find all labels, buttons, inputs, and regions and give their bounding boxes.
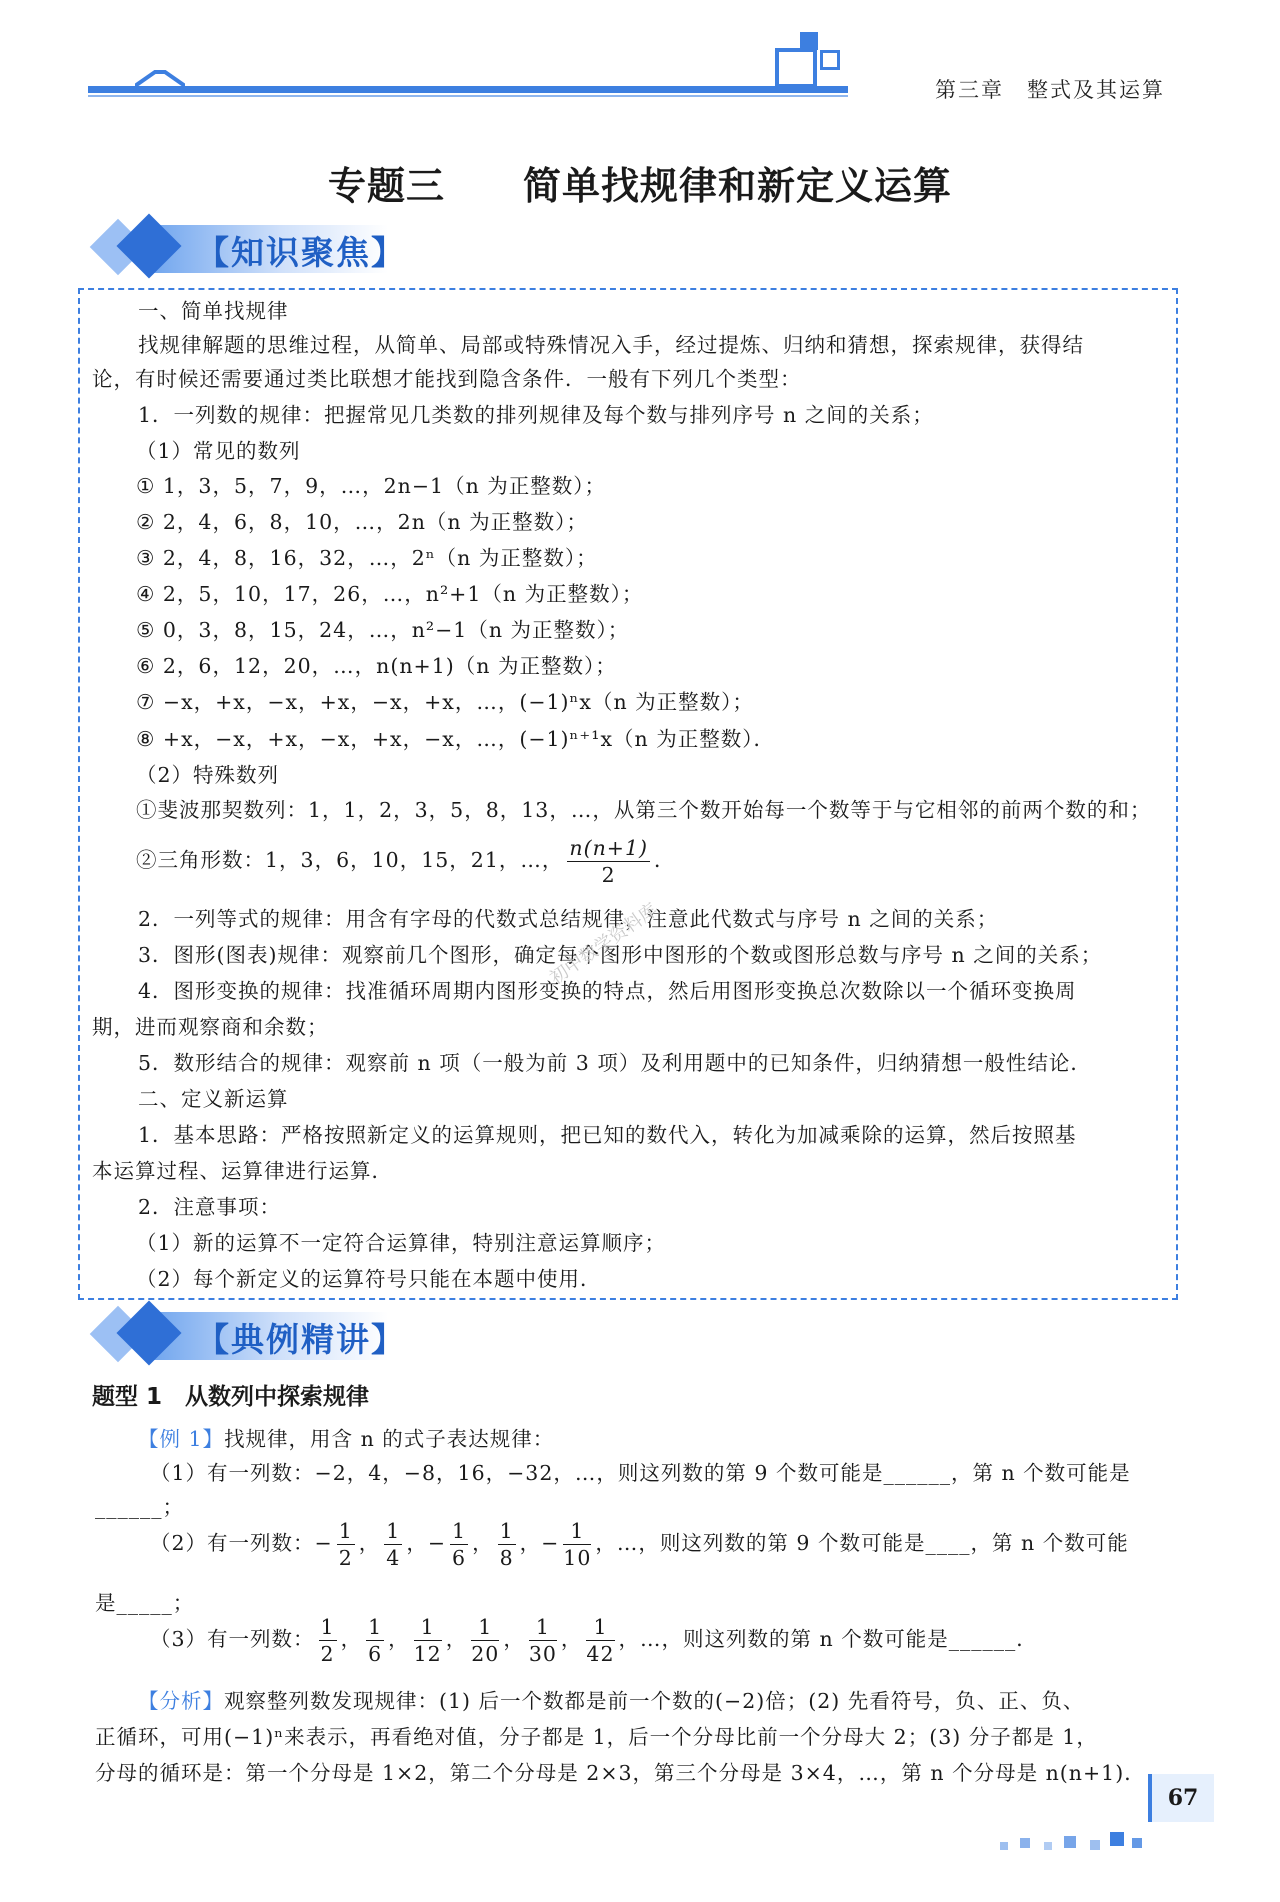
question-1-cont: ______； [95,1495,184,1519]
watermark: 初中数学资料库 [546,899,662,989]
analysis-line: 分母的循环是：第一个分母是 1×2，第二个分母是 2×3，第三个分母是 3×4，…，第 n 个分母是 n(n+1)． [95,1761,1146,1785]
separator: ， [445,1627,468,1651]
fraction-numerator: 1 [338,1519,353,1543]
analysis-line: 正循环，可用(−1)ⁿ来表示，再看绝对值，分子都是 1，后一个分母比前一个分母大 2；(3) 分子都是 1， [95,1725,1098,1749]
analysis-tag: 【分析】 [138,1689,224,1713]
section-banner-knowledge [88,215,408,279]
separator: ， [358,1531,381,1555]
triangle-numbers [136,835,676,888]
section-title: 【典例精讲】 [196,1320,406,1359]
text: ，…，则这列数的第 n 个数可能是______． [618,1627,1038,1651]
paragraph: （1）新的运算不一定符合运算律，特别注意运算顺序； [136,1231,667,1255]
paragraph: 期，进而观察商和余数； [92,1015,329,1039]
text: ． [654,848,676,872]
subheading: （1）常见的数列 [136,439,301,463]
fraction [471,1614,499,1667]
fraction-numerator: 1 [386,1519,401,1543]
separator: ， [519,1531,542,1555]
header-square-icon [775,48,817,88]
analysis-text: 观察整列数发现规律：(1) 后一个数都是前一个数的(−2)倍；(2) 先看符号，负、正、负、 [224,1689,1085,1713]
fraction-sign: − [427,1531,447,1555]
separator: ， [560,1627,583,1651]
fraction-numerator: 1 [368,1615,383,1639]
fraction [567,835,650,888]
separator: ， [340,1627,363,1651]
heading: 一、简单找规律 [138,299,289,323]
header-square-icon [800,32,818,50]
fraction-denominator: 12 [413,1642,442,1666]
example-text: 找规律，用含 n 的式子表达规律： [224,1427,555,1451]
example-tag: 【例 1】 [138,1427,225,1451]
text: （2）有一列数： [150,1531,315,1555]
separator: ， [503,1627,525,1651]
heading: 二、定义新运算 [138,1087,289,1111]
page-number: 67 [1148,1774,1214,1822]
paragraph: 5．数形结合的规律：观察前 n 项（一般为前 3 项）及利用题中的已知条件，归纳猜想一般性结论． [138,1051,1092,1075]
decorative-dots [1000,1828,1160,1858]
paragraph: 1．基本思路：严格按照新定义的运算规则，把已知的数代入，转化为加减乘除的运算，然后按照基 [138,1123,1077,1147]
fraction [414,1614,442,1667]
fraction-list [314,1519,596,1570]
sequence-item: ① 1，3，5，7，9，…，2n−1（n 为正整数）； [136,474,607,498]
fraction-numerator: 1 [452,1519,467,1543]
knowledge-box [78,288,1178,1300]
header-bump-decoration [135,70,185,88]
fraction-denominator: 6 [368,1642,383,1666]
question-2-cont: 是_____； [95,1591,195,1615]
fraction [450,1518,468,1571]
fraction-list [315,1615,619,1666]
fraction [337,1518,355,1571]
paragraph: 2．一列等式的规律：用含有字母的代数式总结规律，注意此代数式与序号 n 之间的关系； [138,907,999,931]
subheading: （2）特殊数列 [136,763,280,787]
fraction [498,1518,516,1571]
fraction-numerator: 1 [529,1614,557,1641]
text: ②三角形数：1，3，6，10，15，21，…， [136,848,564,872]
sequence-item: ④ 2，5，10，17，26，…，n²+1（n 为正整数）； [136,582,644,606]
fraction-denominator: 20 [471,1642,500,1666]
fraction-denominator: 6 [452,1546,467,1570]
fraction-numerator: 1 [499,1519,514,1543]
header-rule [88,86,848,93]
separator: ， [388,1627,410,1651]
section-banner-examples [88,1302,408,1366]
fraction-numerator: 1 [586,1614,614,1641]
question-1: （1）有一列数：−2，4，−8，16，−32，…，则这列数的第 9 个数可能是______，第 n 个数可能是 [150,1461,1131,1485]
fraction-denominator: 2 [320,1642,335,1666]
paragraph: 4．图形变换的规律：找准循环周期内图形变换的特点，然后用图形变换总次数除以一个循环变换周 [138,979,1077,1003]
paragraph: 2．注意事项： [138,1195,282,1219]
fraction-numerator: n(n+1) [569,836,649,860]
question-2 [150,1518,1129,1571]
separator: ， [472,1531,494,1555]
fraction [529,1614,557,1667]
paragraph: 论，有时候还需要通过类比联想才能找到隐含条件．一般有下列几个类型： [92,367,802,391]
fraction-denominator: 4 [386,1546,401,1570]
fraction-denominator: 2 [601,863,616,887]
example-header [138,1422,554,1452]
paragraph: 找规律解题的思维过程，从简单、局部或特殊情况入手，经过提炼、归纳和猜想，探索规律，获得结 [138,333,1084,357]
chapter-title: 第三章 整式及其运算 [935,78,1165,102]
analysis-line [138,1684,1084,1714]
fraction-denominator: 8 [499,1546,514,1570]
fraction-denominator: 30 [528,1642,557,1666]
text: （3）有一列数： [150,1627,315,1651]
question-3 [150,1614,1038,1667]
sequence-item: ⑤ 0，3，8，15，24，…，n²−1（n 为正整数）； [136,618,630,642]
fraction-denominator: 2 [338,1546,353,1570]
fraction [319,1614,337,1667]
sequence-item: ⑥ 2，6，12，20，…，n(n+1)（n 为正整数）； [136,654,617,678]
fraction-sign: − [541,1531,560,1555]
paragraph: ①斐波那契数列：1，1，2，3，5，8，13，…，从第三个数开始每一个数等于与它相邻的前两个数的和； [136,798,1152,822]
paragraph: 1．一列数的规律：把握常见几类数的排列规律及每个数与排列序号 n 之间的关系； [138,403,934,427]
header-square-icon [820,50,840,70]
fraction [384,1518,402,1571]
fraction-denominator: 42 [586,1642,615,1666]
fraction [586,1614,614,1667]
fraction [563,1518,591,1571]
fraction-numerator: 1 [414,1614,442,1641]
sequence-item: ② 2，4，6，8，10，…，2n（n 为正整数）； [136,510,588,534]
header-rule-thin [88,95,848,97]
fraction-sign: − [314,1531,333,1555]
paragraph: （2）每个新定义的运算符号只能在本题中使用． [136,1267,602,1291]
separator: ， [406,1531,428,1555]
sequence-item: ③ 2，4，8，16，32，…，2ⁿ（n 为正整数）； [136,546,598,570]
fraction-numerator: 1 [563,1518,591,1545]
fraction-numerator: 1 [471,1614,499,1641]
paragraph: 本运算过程、运算律进行运算． [92,1159,393,1183]
fraction-denominator: 10 [563,1546,592,1570]
paragraph: 3．图形(图表)规律：观察前几个图形，确定每个图形中图形的个数或图形总数与序号 n 之间的关系； [138,943,1103,967]
fraction [366,1614,384,1667]
sequence-item: ⑧ +x，−x，+x，−x，+x，−x，…，(−1)ⁿ⁺¹x（n 为正整数）． [136,727,775,751]
fraction-numerator: 1 [320,1615,335,1639]
text: ，…，则这列数的第 9 个数可能是____，第 n 个数可能 [595,1531,1129,1555]
section-title: 【知识聚焦】 [196,233,406,272]
question-type-title: 题型 1 从数列中探索规律 [92,1384,370,1410]
sequence-item: ⑦ −x，+x，−x，+x，−x，+x，…，(−1)ⁿx（n 为正整数）； [136,690,754,714]
page-title: 专题三 简单找规律和新定义运算 [327,164,952,208]
